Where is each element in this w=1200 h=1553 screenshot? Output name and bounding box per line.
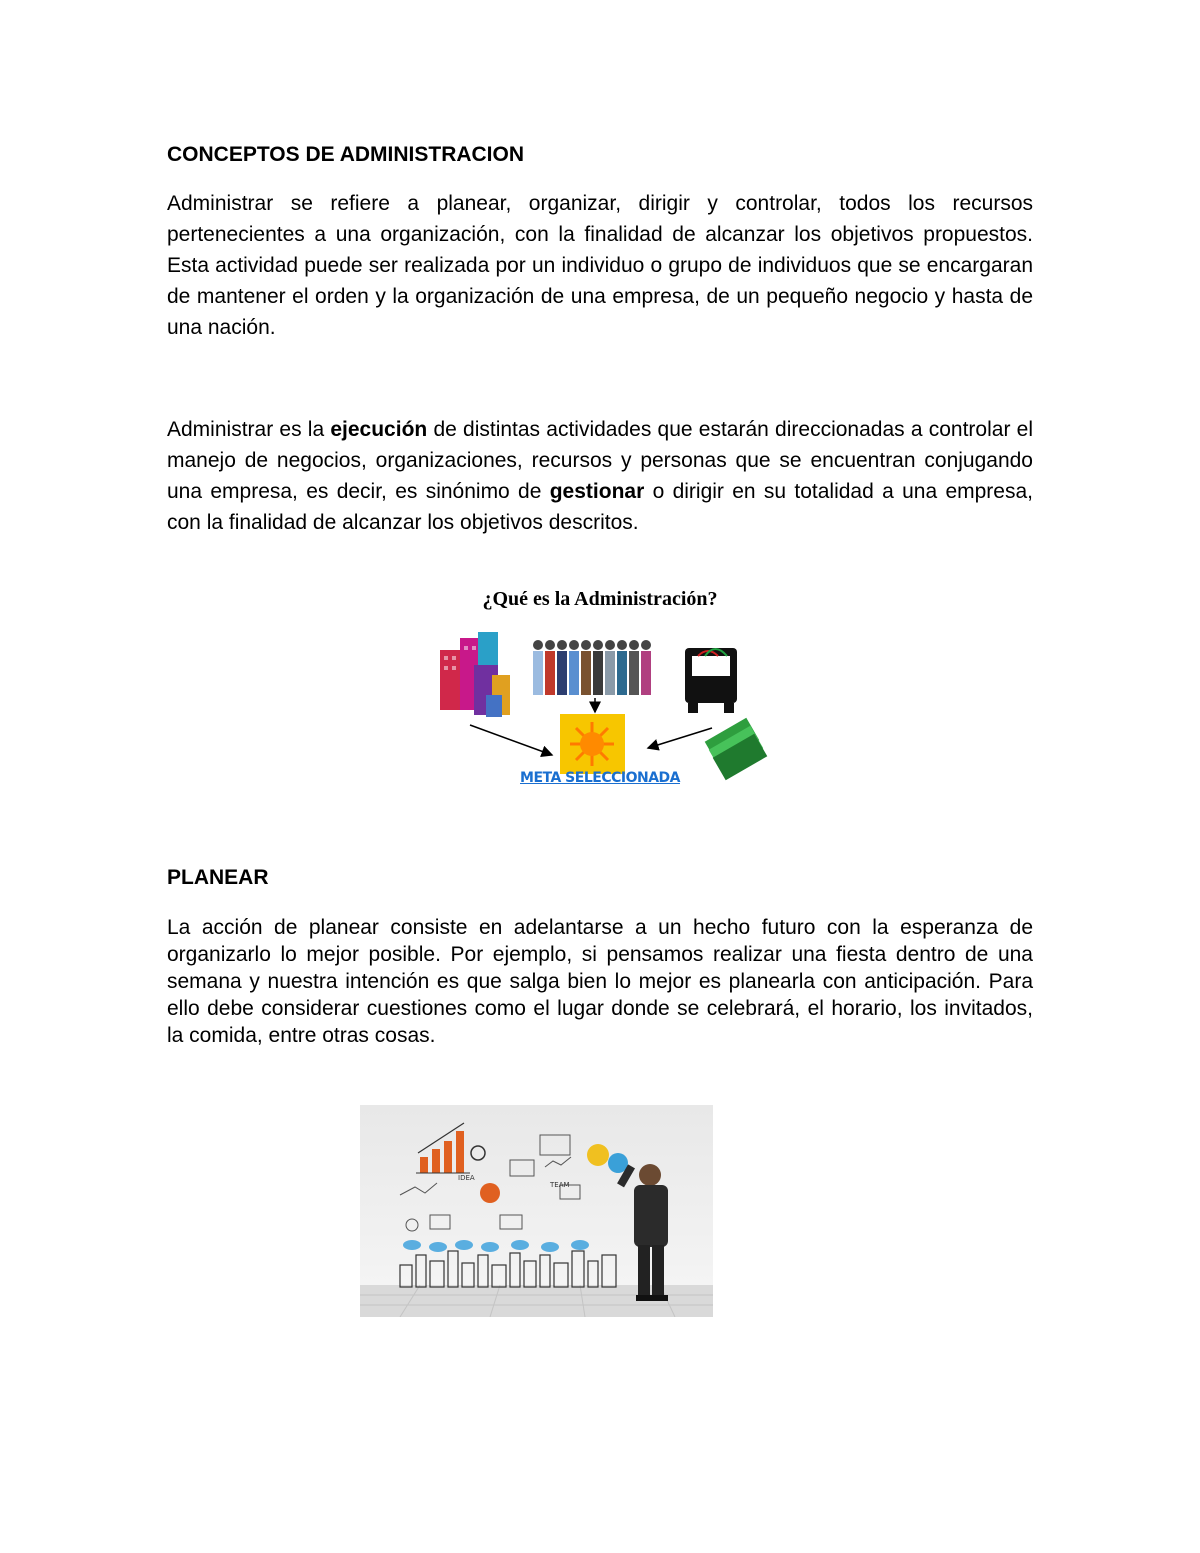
paragraph-ejecucion: Administrar es la ejecución de distintas actividades que estarán direccionadas a controlar el manejo de negocios, organizaciones, recursos y personas que se encuentran conjugando una empresa, es decir, es sinónimo de gestionar o dirigir en su totalidad a una empresa, con la finalidad de alcanzar los objetivos descritos. [167, 418, 1033, 534]
pie-chart-icon [480, 1183, 500, 1203]
sun-icon [560, 714, 625, 774]
team-label: TEAM [550, 1181, 570, 1189]
paragraph-planear: La acción de planear consiste en adelantarse a un hecho futuro con la esperanza de organizarlo lo mejor posible. Por ejemplo, si pensamos realizar una fiesta dentro de una semana y nuestra intención es que salga bien lo mejor es planearla con anticipación. Para ello debe considerar cuestiones como el lugar donde se celebrará, el horario, los invitados, la comida, entre otras cosas. [167, 916, 1033, 1047]
money-icon [705, 718, 768, 781]
bold-gestionar: gestionar [549, 480, 645, 503]
lightbulb-icon [587, 1144, 609, 1166]
section-title-planear: PLANEAR [167, 866, 269, 889]
meta-label: META SELECCIONADA [520, 770, 680, 786]
buildings-icon [440, 632, 510, 717]
bold-ejecucion: ejecución [330, 418, 428, 441]
figure-title: ¿Qué es la Administración? [482, 588, 718, 610]
truck-icon [685, 648, 737, 713]
idea-label: IDEA [458, 1174, 475, 1182]
people-icon [533, 640, 651, 695]
planning-illustration [360, 1105, 713, 1317]
paragraph-definition: Administrar se refiere a planear, organizar, dirigir y controlar, todos los recursos pertenecientes a una organización, con la finalidad de alcanzar los objetivos propuestos. Esta actividad puede ser realizada por un individuo o grupo de individuos que se encargaran de mantener el orden y la organización de una empresa, de un pequeño negocio y hasta de una nación. [167, 192, 1033, 339]
section-title-conceptos: CONCEPTOS DE ADMINISTRACION [167, 143, 525, 166]
